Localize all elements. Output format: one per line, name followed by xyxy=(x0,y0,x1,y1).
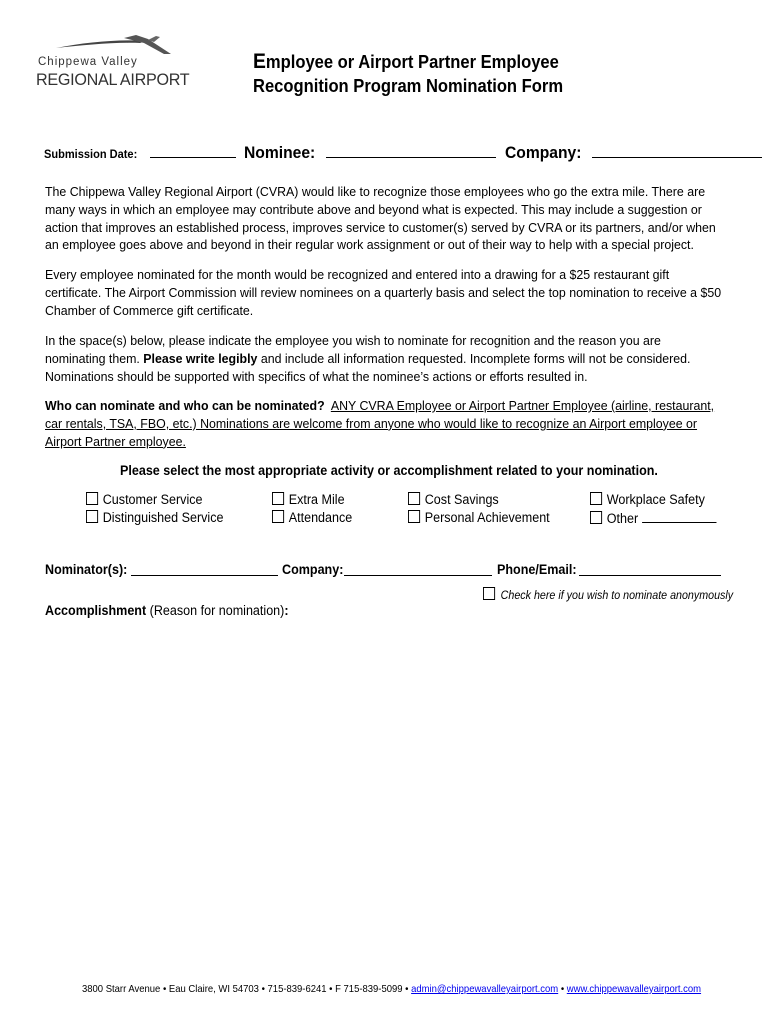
option-distinguished-service[interactable]: Distinguished Service xyxy=(86,510,223,525)
instructions-paragraph: In the space(s) below, please indicate the employee you wish to nominate for recognition and the reason you are nominating them. Please write legibly and include all information requested. Incomplete forms will not be considered. Nominations should be supported with specifics of what the nominee’s actions or efforts resulted in. xyxy=(45,333,691,384)
other-field[interactable] xyxy=(642,510,716,523)
form-title-line1: Employee or Airport Partner Employee xyxy=(253,50,559,73)
logo-text-line1: Chippewa Valley xyxy=(38,56,138,68)
website-link[interactable]: www.chippewavalleyairport.com xyxy=(566,984,702,995)
submission-date-field[interactable] xyxy=(150,143,236,158)
nominator-label: Nominator(s): xyxy=(45,562,128,577)
nominator-company-label: Company: xyxy=(282,562,344,577)
email-link[interactable]: admin@chippewavalleyairport.com xyxy=(411,984,559,995)
checkbox-icon[interactable] xyxy=(408,510,420,523)
option-customer-service[interactable]: Customer Service xyxy=(86,492,203,507)
header-fields-row xyxy=(44,143,728,163)
option-extra-mile[interactable]: Extra Mile xyxy=(272,492,345,507)
airport-logo xyxy=(36,34,190,96)
nominator-company-field[interactable] xyxy=(344,563,492,576)
option-personal-achievement[interactable]: Personal Achievement xyxy=(408,510,550,525)
checkbox-icon[interactable] xyxy=(86,492,98,505)
selection-heading: Please select the most appropriate activity or accomplishment related to your nomination. xyxy=(120,463,658,478)
phone-email-label: Phone/Email: xyxy=(497,562,577,577)
nominee-label: Nominee: xyxy=(244,143,316,162)
eligibility-paragraph: Who can nominate and who can be nominated? ANY CVRA Employee or Airport Partner Employee (airline, restaurant, car rentals, TSA, FBO, etc.) Nominations are welcome from anyone who would like to recognize an Airport employee or Airport Partner employee. xyxy=(45,398,715,449)
option-workplace-safety[interactable]: Workplace Safety xyxy=(590,492,705,507)
nominator-field[interactable] xyxy=(131,563,278,576)
anonymous-option[interactable]: Check here if you wish to nominate anonymously xyxy=(483,587,733,602)
form-title-line2: Recognition Program Nomination Form xyxy=(253,76,564,96)
nominator-row xyxy=(45,562,134,577)
checkbox-icon[interactable] xyxy=(86,510,98,523)
option-other[interactable]: Other xyxy=(590,510,716,526)
drawing-paragraph: Every employee nominated for the month would be recognized and entered into a drawing for a $25 restaurant gift certificate. The Airport Commission will review nominees on a quarterly basis and select the top nomination to receive a $50 Chamber of Commerce gift certificate. xyxy=(45,267,722,318)
option-attendance[interactable]: Attendance xyxy=(272,510,352,525)
company-label: Company: xyxy=(504,143,582,162)
checkbox-icon[interactable] xyxy=(272,510,284,523)
checkbox-icon[interactable] xyxy=(483,587,495,600)
logo-text-line2: REGIONAL AIRPORT xyxy=(36,70,190,89)
nominee-field[interactable] xyxy=(326,143,496,158)
submission-date-label: Submission Date: xyxy=(44,147,138,161)
accomplishment-label: Accomplishment (Reason for nomination): xyxy=(45,603,289,618)
checkbox-icon[interactable] xyxy=(272,492,284,505)
phone-email-field[interactable] xyxy=(579,563,721,576)
option-cost-savings[interactable]: Cost Savings xyxy=(408,492,499,507)
checkbox-icon[interactable] xyxy=(590,492,602,505)
company-field[interactable] xyxy=(592,143,762,158)
checkbox-icon[interactable] xyxy=(408,492,420,505)
checkbox-icon[interactable] xyxy=(590,511,602,524)
intro-paragraph: The Chippewa Valley Regional Airport (CVRA) would like to recognize those employees who go the extra mile. There are many ways in which an employee may contribute above and beyond what is expected. This may include a suggestion or action that improves an established process, improves service to customer(s) served by CVRA or its partners, and/or when an employee goes above and beyond in their regular work assignment or out of their way to help with a special project. xyxy=(45,184,716,253)
footer-contact: 3800 Starr Avenue • Eau Claire, WI 54703 • 715-839-6241 • F 715-839-5099 • admin@chippewavalleyairport.com • www.chippewavalleyairport.com xyxy=(82,984,702,995)
